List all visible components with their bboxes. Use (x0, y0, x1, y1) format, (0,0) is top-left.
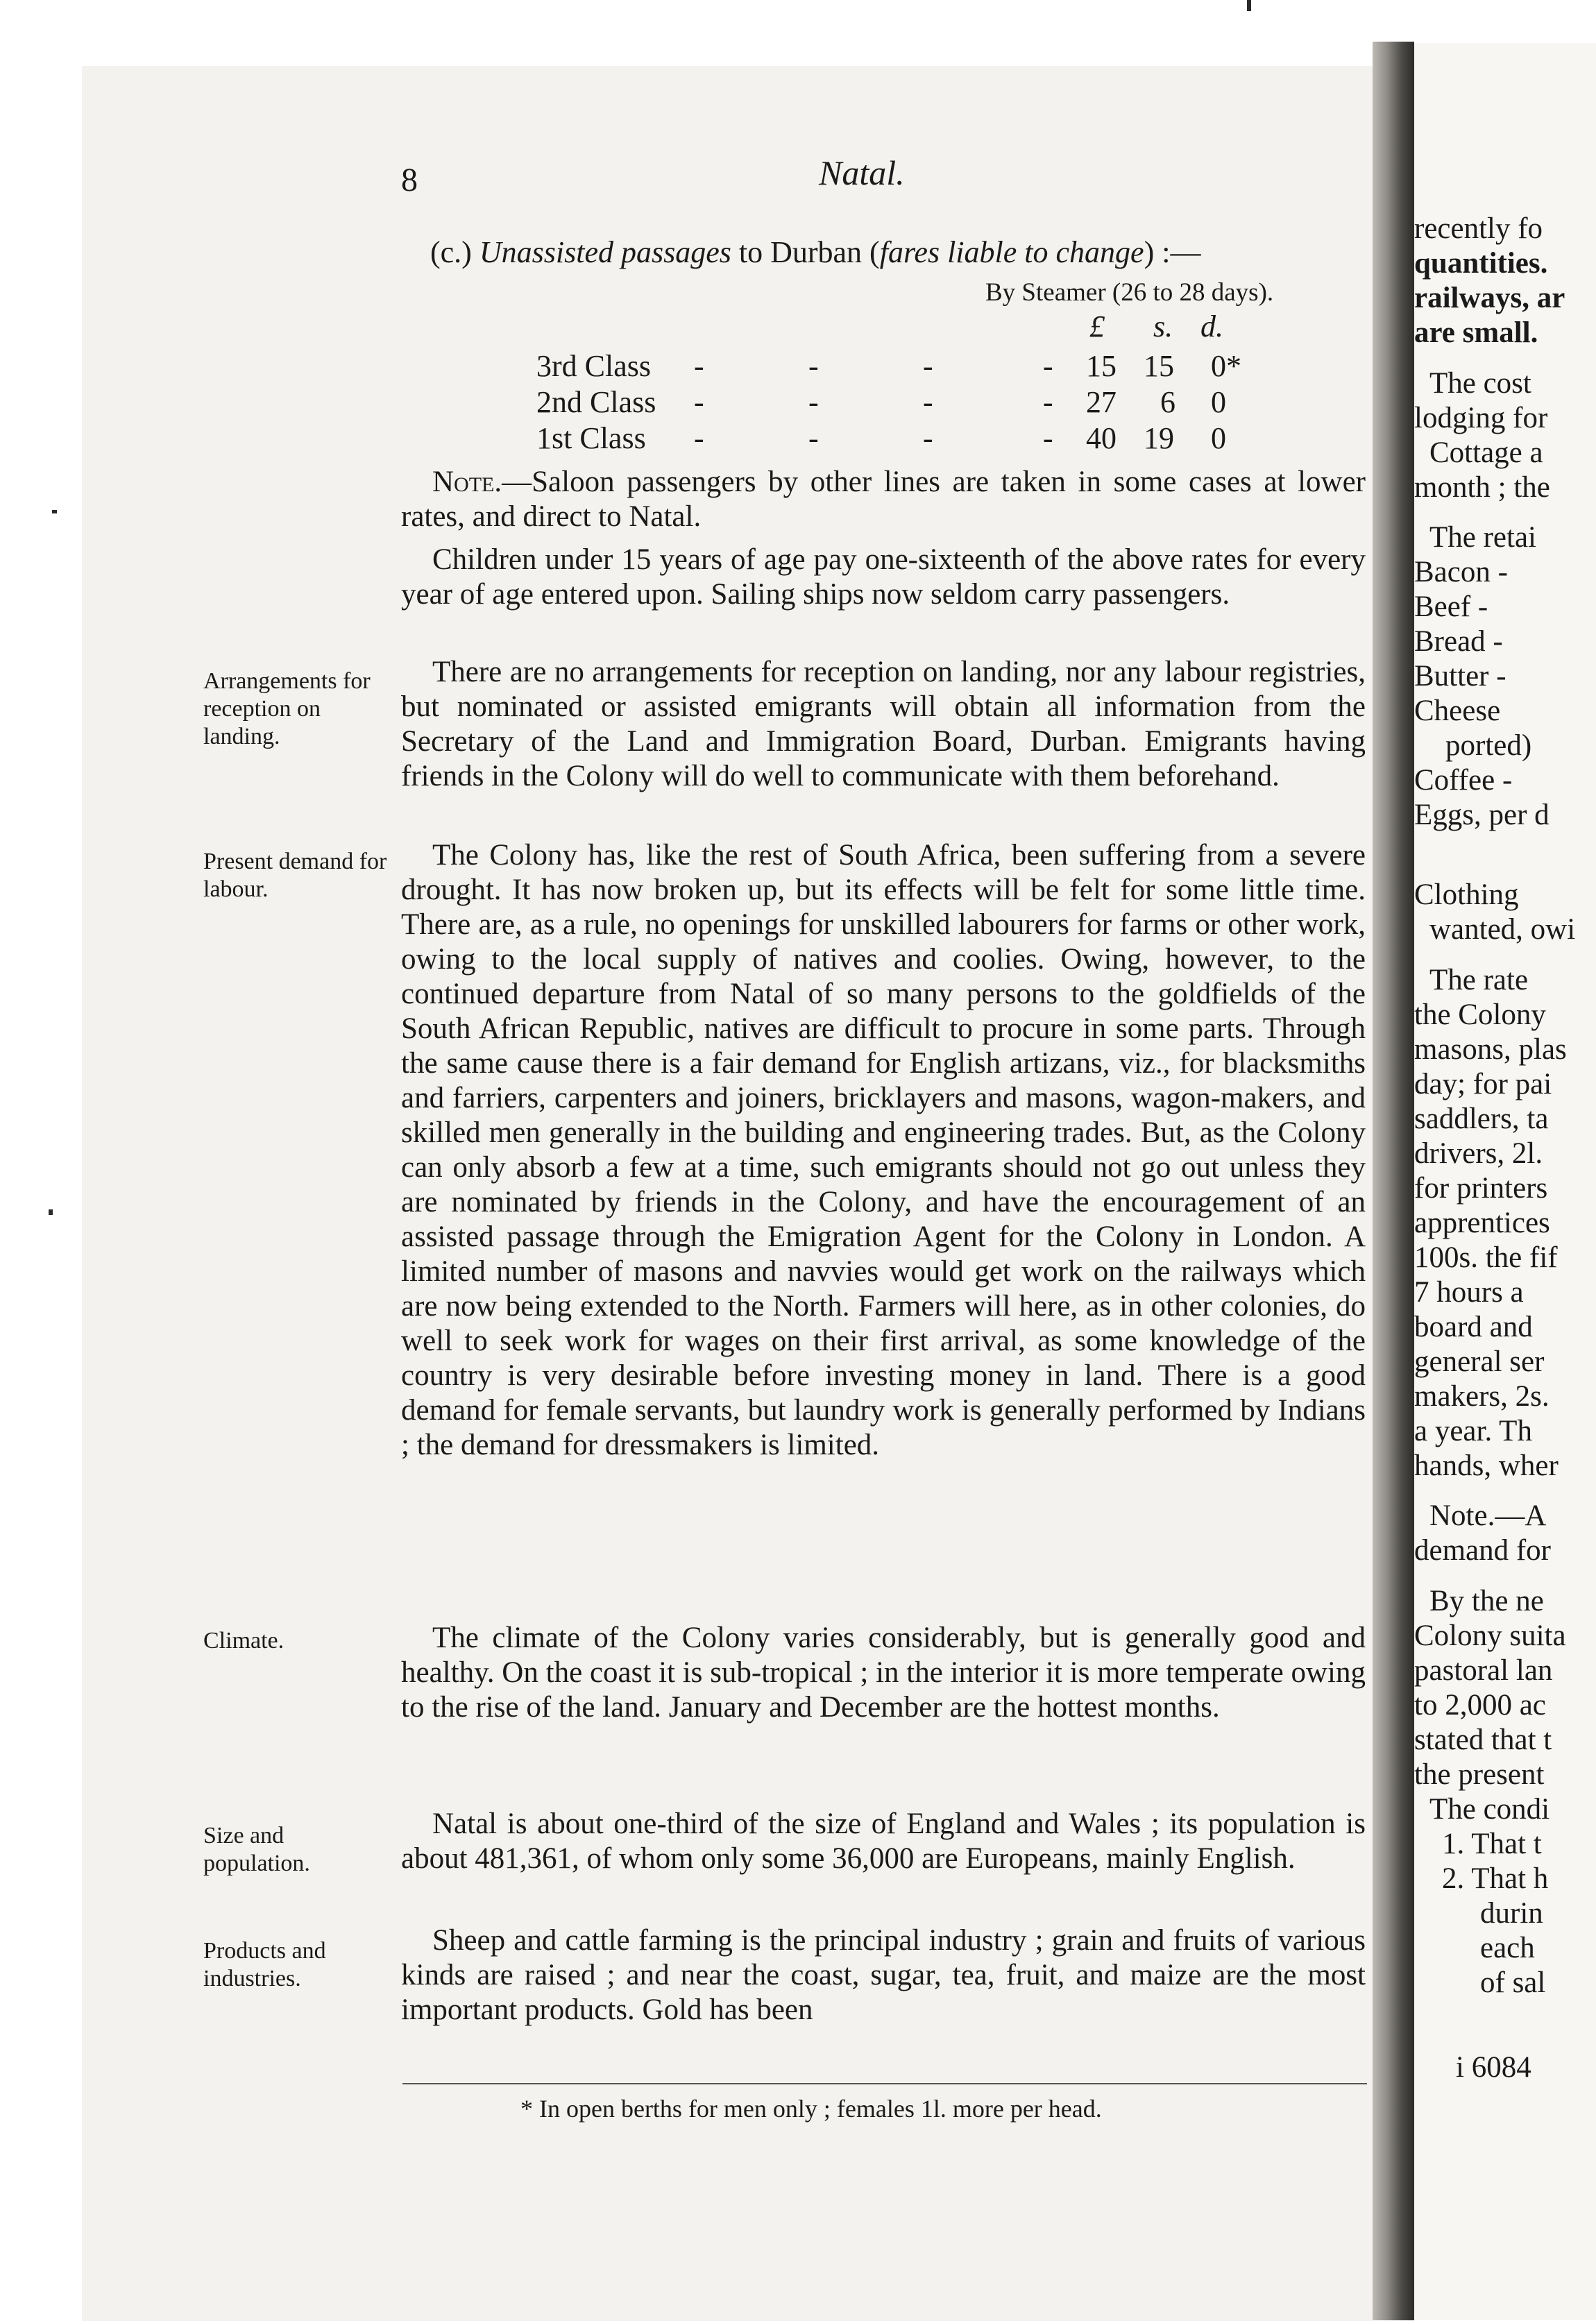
right-page-line: i 6084 (1456, 2051, 1531, 2084)
right-page-line: general ser (1414, 1345, 1545, 1378)
right-page-line: railways, ar (1414, 282, 1565, 314)
labour-text: The Colony has, like the rest of South Africa, been suffering from a severe drought. It has now broken up, but its effects will be felt for some little time. There are, as a rule, no openings for unskilled labourers for farms or other work, owing to the local supply of natives and coolies. Owing, however, to the continued departure from Natal of so many persons to the goldfields of the South African Republic, natives are difficult to procure in some parts. Through the same cause there is a fair demand for English artizans, viz., for blacksmiths and farriers, carpenters and joiners, bricklayers and masons, wagon-makers, and skilled men generally in the building and engineering trades. But, as the Colony can only absorb a few at a time, such emigrants should not go out unless they are nominated by friends in the Colony, and have the encouragement of an assisted passage through the Emigration Agent for the Colony in London. A limited number of masons and navvies would get work on the railways which are now being extended to the North. Farmers will here, as in other colonies, do well to seek work for wages on their first arrival, as some knowledge of the country is very desirable before investing money in land. There is a good demand for female servants, but laundry work is generally performed by Indians ; the demand for dressmakers is limited. (401, 839, 1366, 1461)
right-page-line: day; for pai (1414, 1068, 1552, 1100)
passages-title-mid: to Durban ( (731, 235, 880, 269)
leader-dash: - (923, 385, 933, 419)
margin-note-population: Size and population. (203, 1823, 310, 1876)
saloon-note (401, 465, 1366, 534)
right-page-line: month ; the (1414, 471, 1550, 504)
right-page-line: 7 hours a (1414, 1276, 1524, 1309)
margin-note-climate: Climate. (203, 1628, 285, 1653)
population-text: Natal is about one-third of the size of England and Wales ; its population is about 481,361, of whom only some 36,000 are Europeans, mainly English. (401, 1808, 1366, 1875)
fare-class: 3rd Class (536, 349, 651, 383)
right-page-line: 2. That h (1442, 1862, 1549, 1895)
leader-dash: - (1043, 385, 1053, 419)
speck (49, 1209, 53, 1215)
right-page-line: Beef - (1414, 590, 1488, 623)
right-page-line: Cheese (1414, 695, 1501, 727)
products-text: Sheep and cattle farming is the principal industry ; grain and fruits of various kinds are raised ; and near the coast, sugar, tea, fruit, and maize are the most important products. Gold has been (401, 1924, 1366, 2026)
right-page-line: Bread - (1414, 625, 1503, 658)
children-paragraph (401, 543, 1366, 612)
right-page-line: The cost (1429, 367, 1531, 400)
right-page-line: the Colony (1414, 998, 1546, 1031)
right-page-line: each (1480, 1932, 1535, 1964)
fares-note: fares liable to change (879, 235, 1144, 269)
right-page-line: Clothing (1414, 878, 1519, 911)
fare-shillings: 6 (1160, 385, 1175, 419)
note-label: Note. (432, 466, 502, 498)
passages-title: Unassisted passages (479, 235, 731, 269)
right-page-line: The rate (1429, 964, 1529, 996)
currency-pence: d. (1200, 309, 1223, 343)
fare-class: 1st Class (536, 421, 646, 455)
fare-shillings: 19 (1144, 421, 1174, 455)
right-page-line: lodging for (1414, 402, 1548, 434)
children-text: Children under 15 years of age pay one-sixteenth of the above rates for every year of age entered upon. Sailing ships now seldom carry passengers. (401, 543, 1366, 611)
right-page-line: demand for (1414, 1534, 1552, 1567)
right-page-line: recently fo (1414, 212, 1543, 245)
labour-paragraph (401, 838, 1366, 1463)
right-page-line: Coffee - (1414, 764, 1513, 797)
right-page (1414, 43, 1596, 2320)
right-page-line: The condi (1429, 1793, 1550, 1826)
right-page-line: makers, 2s. (1414, 1380, 1550, 1413)
right-page-line: pastoral lan (1414, 1654, 1553, 1687)
fare-row (0, 348, 1388, 384)
right-page-line: the present (1414, 1758, 1545, 1791)
passages-label: (c.) (430, 235, 472, 269)
leader-dash: - (1043, 349, 1053, 383)
right-page-line: Note.—A (1429, 1499, 1547, 1532)
fare-shillings: 15 (1144, 349, 1174, 383)
fare-pounds: 27 (1086, 385, 1117, 419)
fare-pence: 0 (1211, 385, 1226, 419)
footnote: * In open berths for men only ; females 1l. more per head. (520, 2095, 1102, 2123)
right-page-line: to 2,000 ac (1414, 1689, 1546, 1721)
margin-note-reception: Arrangements for reception on landing. (203, 668, 371, 749)
right-page-line: Colony suita (1414, 1619, 1566, 1652)
steamer-note: By Steamer (26 to 28 days). (985, 278, 1274, 307)
right-page-line: 1. That t (1442, 1828, 1542, 1860)
leader-dash: - (923, 349, 933, 383)
right-page-line: a year. Th (1414, 1415, 1532, 1447)
fare-pence: 0* (1211, 349, 1241, 383)
products-paragraph (401, 1923, 1366, 2027)
right-page-line: Cottage a (1429, 436, 1543, 469)
fare-pence: 0 (1211, 421, 1226, 455)
note-text: —Saloon passengers by other lines are taken in some cases at lower rates, and direct to Natal. (401, 466, 1366, 533)
right-page-line: of sal (1480, 1966, 1546, 1999)
leader-dash: - (923, 421, 933, 455)
leader-dash: - (694, 349, 704, 383)
speck (52, 510, 57, 513)
margin-note-labour: Present demand for labour. (203, 849, 387, 902)
right-page-line: Butter - (1414, 660, 1506, 692)
right-page-line: for printers (1414, 1172, 1548, 1205)
population-paragraph (401, 1807, 1366, 1876)
reception-text: There are no arrangements for reception on landing, nor any labour registries, but nominated or assisted emigrants will obtain all information from the Secretary of the Land and Immigration Board, Durban. Emigrants having friends in the Colony will do well to communicate with them beforehand. (401, 656, 1366, 792)
right-page-line: 100s. the fif (1414, 1241, 1558, 1274)
leader-dash: - (808, 385, 819, 419)
running-head: Natal. (819, 153, 905, 192)
leader-dash: - (808, 349, 819, 383)
currency-pounds: £ (1089, 309, 1105, 343)
fare-pounds: 15 (1086, 349, 1117, 383)
right-page-line: board and (1414, 1311, 1533, 1343)
right-page-line: are small. (1414, 316, 1538, 349)
fare-row (0, 384, 1388, 420)
fare-pounds: 40 (1086, 421, 1117, 455)
speck (1247, 0, 1251, 11)
leader-dash: - (694, 421, 704, 455)
right-page-line: The retai (1429, 521, 1536, 554)
right-page-line: quantities. (1414, 247, 1548, 280)
page-number: 8 (401, 162, 418, 198)
right-page-line: masons, plas (1414, 1033, 1567, 1066)
right-page-line: durin (1480, 1897, 1543, 1930)
right-page-line: hands, wher (1414, 1449, 1559, 1482)
passages-title-end: ) :— (1144, 235, 1201, 269)
fare-class: 2nd Class (536, 385, 656, 419)
right-page-line: Eggs, per d (1414, 799, 1550, 831)
reception-paragraph (401, 655, 1366, 794)
right-page-line: apprentices (1414, 1207, 1550, 1239)
footnote-rule (402, 2083, 1367, 2084)
right-page-line: ported) (1445, 729, 1532, 762)
climate-paragraph (401, 1621, 1366, 1725)
leader-dash: - (1043, 421, 1053, 455)
leader-dash: - (808, 421, 819, 455)
right-page-line: wanted, owi (1429, 913, 1576, 946)
right-page-line: drivers, 2l. (1414, 1137, 1543, 1170)
fare-row (0, 420, 1388, 457)
right-page-line: saddlers, ta (1414, 1103, 1549, 1135)
climate-text: The climate of the Colony varies considerably, but is generally good and healthy. On the coast it is sub-tropical ; in the interior it is more temperate owing to the rise of the land. January and December are the hottest months. (401, 1622, 1366, 1724)
right-page-line: Bacon - (1414, 556, 1508, 588)
right-page-line: By the ne (1429, 1585, 1544, 1617)
right-page-line: stated that t (1414, 1724, 1552, 1756)
currency-shillings: s. (1153, 309, 1173, 343)
leader-dash: - (694, 385, 704, 419)
passages-heading (430, 235, 1200, 270)
margin-note-products: Products and industries. (203, 1938, 326, 1991)
